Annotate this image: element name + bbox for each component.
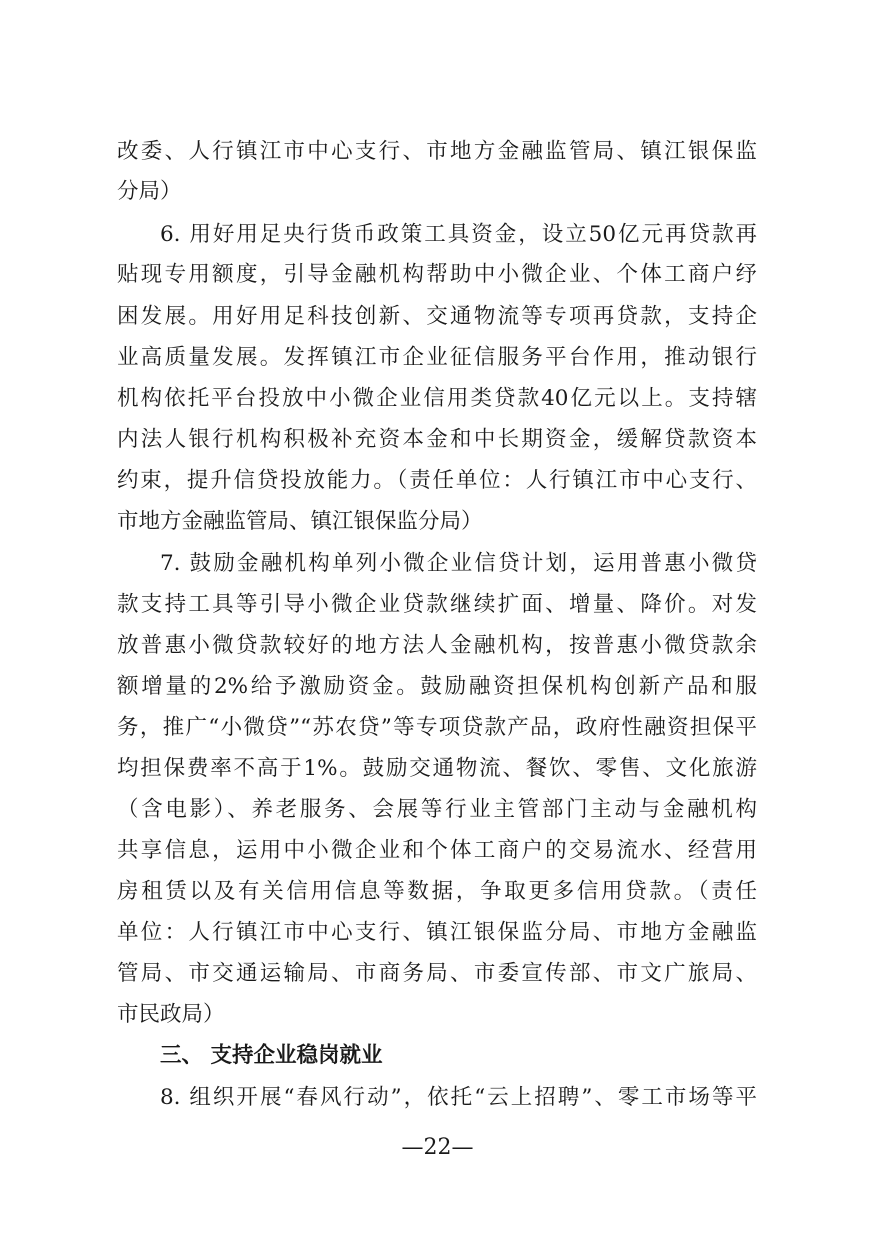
body-line-17: （含电影）、养老服务、会展等行业主管部门主动与金融机构 xyxy=(117,797,757,822)
body-line-16: 均担保费率不高于1%。鼓励交通物流、餐饮、零售、文化旅游 xyxy=(117,756,757,781)
body-line-7: 机构依托平台投放中小微企业信用类贷款40亿元以上。支持辖 xyxy=(117,386,757,411)
page-number: —22— xyxy=(401,1135,474,1160)
body-line-19: 房租赁以及有关信用信息等数据，争取更多信用贷款。（责任 xyxy=(117,879,757,904)
body-line-13: 放普惠小微贷款较好的地方法人金融机构，按普惠小微贷款余 xyxy=(117,633,757,658)
body-line-5: 困发展。用好用足科技创新、交通物流等专项再贷款，支持企 xyxy=(117,304,757,329)
body-line-21: 管局、市交通运输局、市商务局、市委宣传部、市文广旅局、 xyxy=(117,961,757,986)
body-line-6: 业高质量发展。发挥镇江市企业征信服务平台作用，推动银行 xyxy=(117,345,757,370)
paragraph-6-first-line: 6. 用好用足央行货币政策工具资金，设立50亿元再贷款再 xyxy=(160,222,757,247)
paragraph-7-first-line: 7. 鼓励金融机构单列小微企业信贷计划，运用普惠小微贷 xyxy=(160,551,757,576)
body-line-10: 市地方金融监管局、镇江银保监分局） xyxy=(117,509,483,534)
paragraph-8-first-line: 8. 组织开展“春风行动”，依托“云上招聘”、零工市场等平 xyxy=(160,1085,757,1110)
body-line-12: 款支持工具等引导小微企业贷款继续扩面、增量、降价。对发 xyxy=(117,592,757,617)
body-line-18: 共享信息，运用中小微企业和个体工商户的交易流水、经营用 xyxy=(117,838,757,863)
body-line-9: 约束，提升信贷投放能力。（责任单位：人行镇江市中心支行、 xyxy=(117,468,757,493)
body-line-2: 分局） xyxy=(117,179,182,204)
body-line-4: 贴现专用额度，引导金融机构帮助中小微企业、个体工商户纾 xyxy=(117,262,757,287)
body-line-14: 额增量的2%给予激励资金。鼓励融资担保机构创新产品和服 xyxy=(117,674,757,699)
body-line-8: 内法人银行机构积极补充资本金和中长期资金，缓解贷款资本 xyxy=(117,427,757,452)
body-line-15: 务，推广“小微贷”“苏农贷”等专项贷款产品，政府性融资担保平 xyxy=(117,715,757,740)
section-heading: 三、 支持企业稳岗就业 xyxy=(160,1043,383,1068)
body-line-20: 单位：人行镇江市中心支行、镇江银保监分局、市地方金融监 xyxy=(117,920,757,945)
body-line-22: 市民政局） xyxy=(117,1002,225,1027)
body-line-1: 改委、人行镇江市中心支行、市地方金融监管局、镇江银保监 xyxy=(117,139,757,164)
